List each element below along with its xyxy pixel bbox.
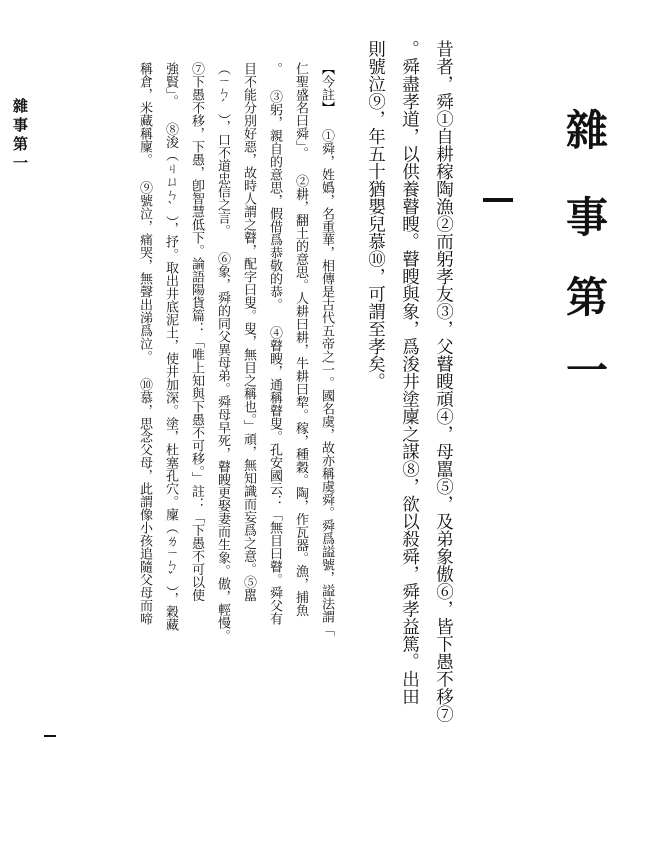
- note-line-4: 目不能分別好惡，故時人謂之瞽，配字曰叟。叟，無目之稱也。」頑，無知識而妄爲之意。⑤嚚: [241, 62, 256, 602]
- running-header: 雜事第一: [11, 98, 29, 174]
- main-text-line-1: 昔者，舜①自耕稼陶漁②而躬孝友③，父瞽瞍頑④，母嚚⑤，及弟象傲⑥，皆下愚不移⑦: [433, 40, 454, 723]
- title-char-2: 事: [566, 193, 609, 242]
- note-line-8: 稱倉，米藏稱廩。 ⑨號泣，痛哭，無聲出涕爲泣。 ⑩慕，思念父母，此謂像小孩追隨父母而啼: [137, 62, 152, 625]
- note-line-1: 【今註】 ①舜，姓嬀，名重華，相傳是古代五帝之一。國名虞，故亦稱虞舜。舜爲謚號，謚法謂「: [319, 62, 334, 636]
- title-char-1: 雜: [566, 106, 609, 155]
- main-text-line-2: 。舜盡孝道，以供養瞽瞍。瞽瞍與象，爲浚井塗廩之謀⑧，欲以殺舜，舜孝益篤。出田: [399, 40, 420, 705]
- note-line-5: （ㄧㄣˊ），口不道忠信之言。 ⑥象，舜的同父異母弟。舜母早死，瞽瞍更娶妻而生象。傲，輕慢。: [215, 62, 230, 642]
- main-text-line-3: 則號泣⑨，年五十猶嬰兒慕⑩，可謂至孝矣。: [365, 40, 386, 390]
- note-line-2: 仁聖盛名曰舜」。 ②耕，翻土的意思。人耕曰耕，牛耕曰犂。稼，種穀。陶，作瓦器。漁，捕魚: [293, 62, 308, 617]
- title-char-3: 第: [566, 273, 609, 322]
- note-line-3: 。 ③躬，親自的意思，假借爲恭敬的恭。 ④瞽瞍，通稱瞽叟。孔安國云：「無目曰瞽。舜父有: [267, 62, 282, 625]
- note-line-7: 強賢」。 ⑧浚（ㄐㄩㄣˋ），抒。取出井底泥土，使井加深。塗，杜塞孔穴。廩（ㄌㄧㄣˇ），穀藏: [163, 62, 178, 631]
- page-mark: [44, 735, 56, 737]
- title-char-4: 一: [566, 346, 609, 395]
- section-heading-mark: [483, 198, 513, 202]
- note-line-6: ⑦下愚不移，下愚，卽智慧低下。論語陽貨篇：「唯上知與下愚不可移。」註：「下愚不可以使: [189, 62, 204, 602]
